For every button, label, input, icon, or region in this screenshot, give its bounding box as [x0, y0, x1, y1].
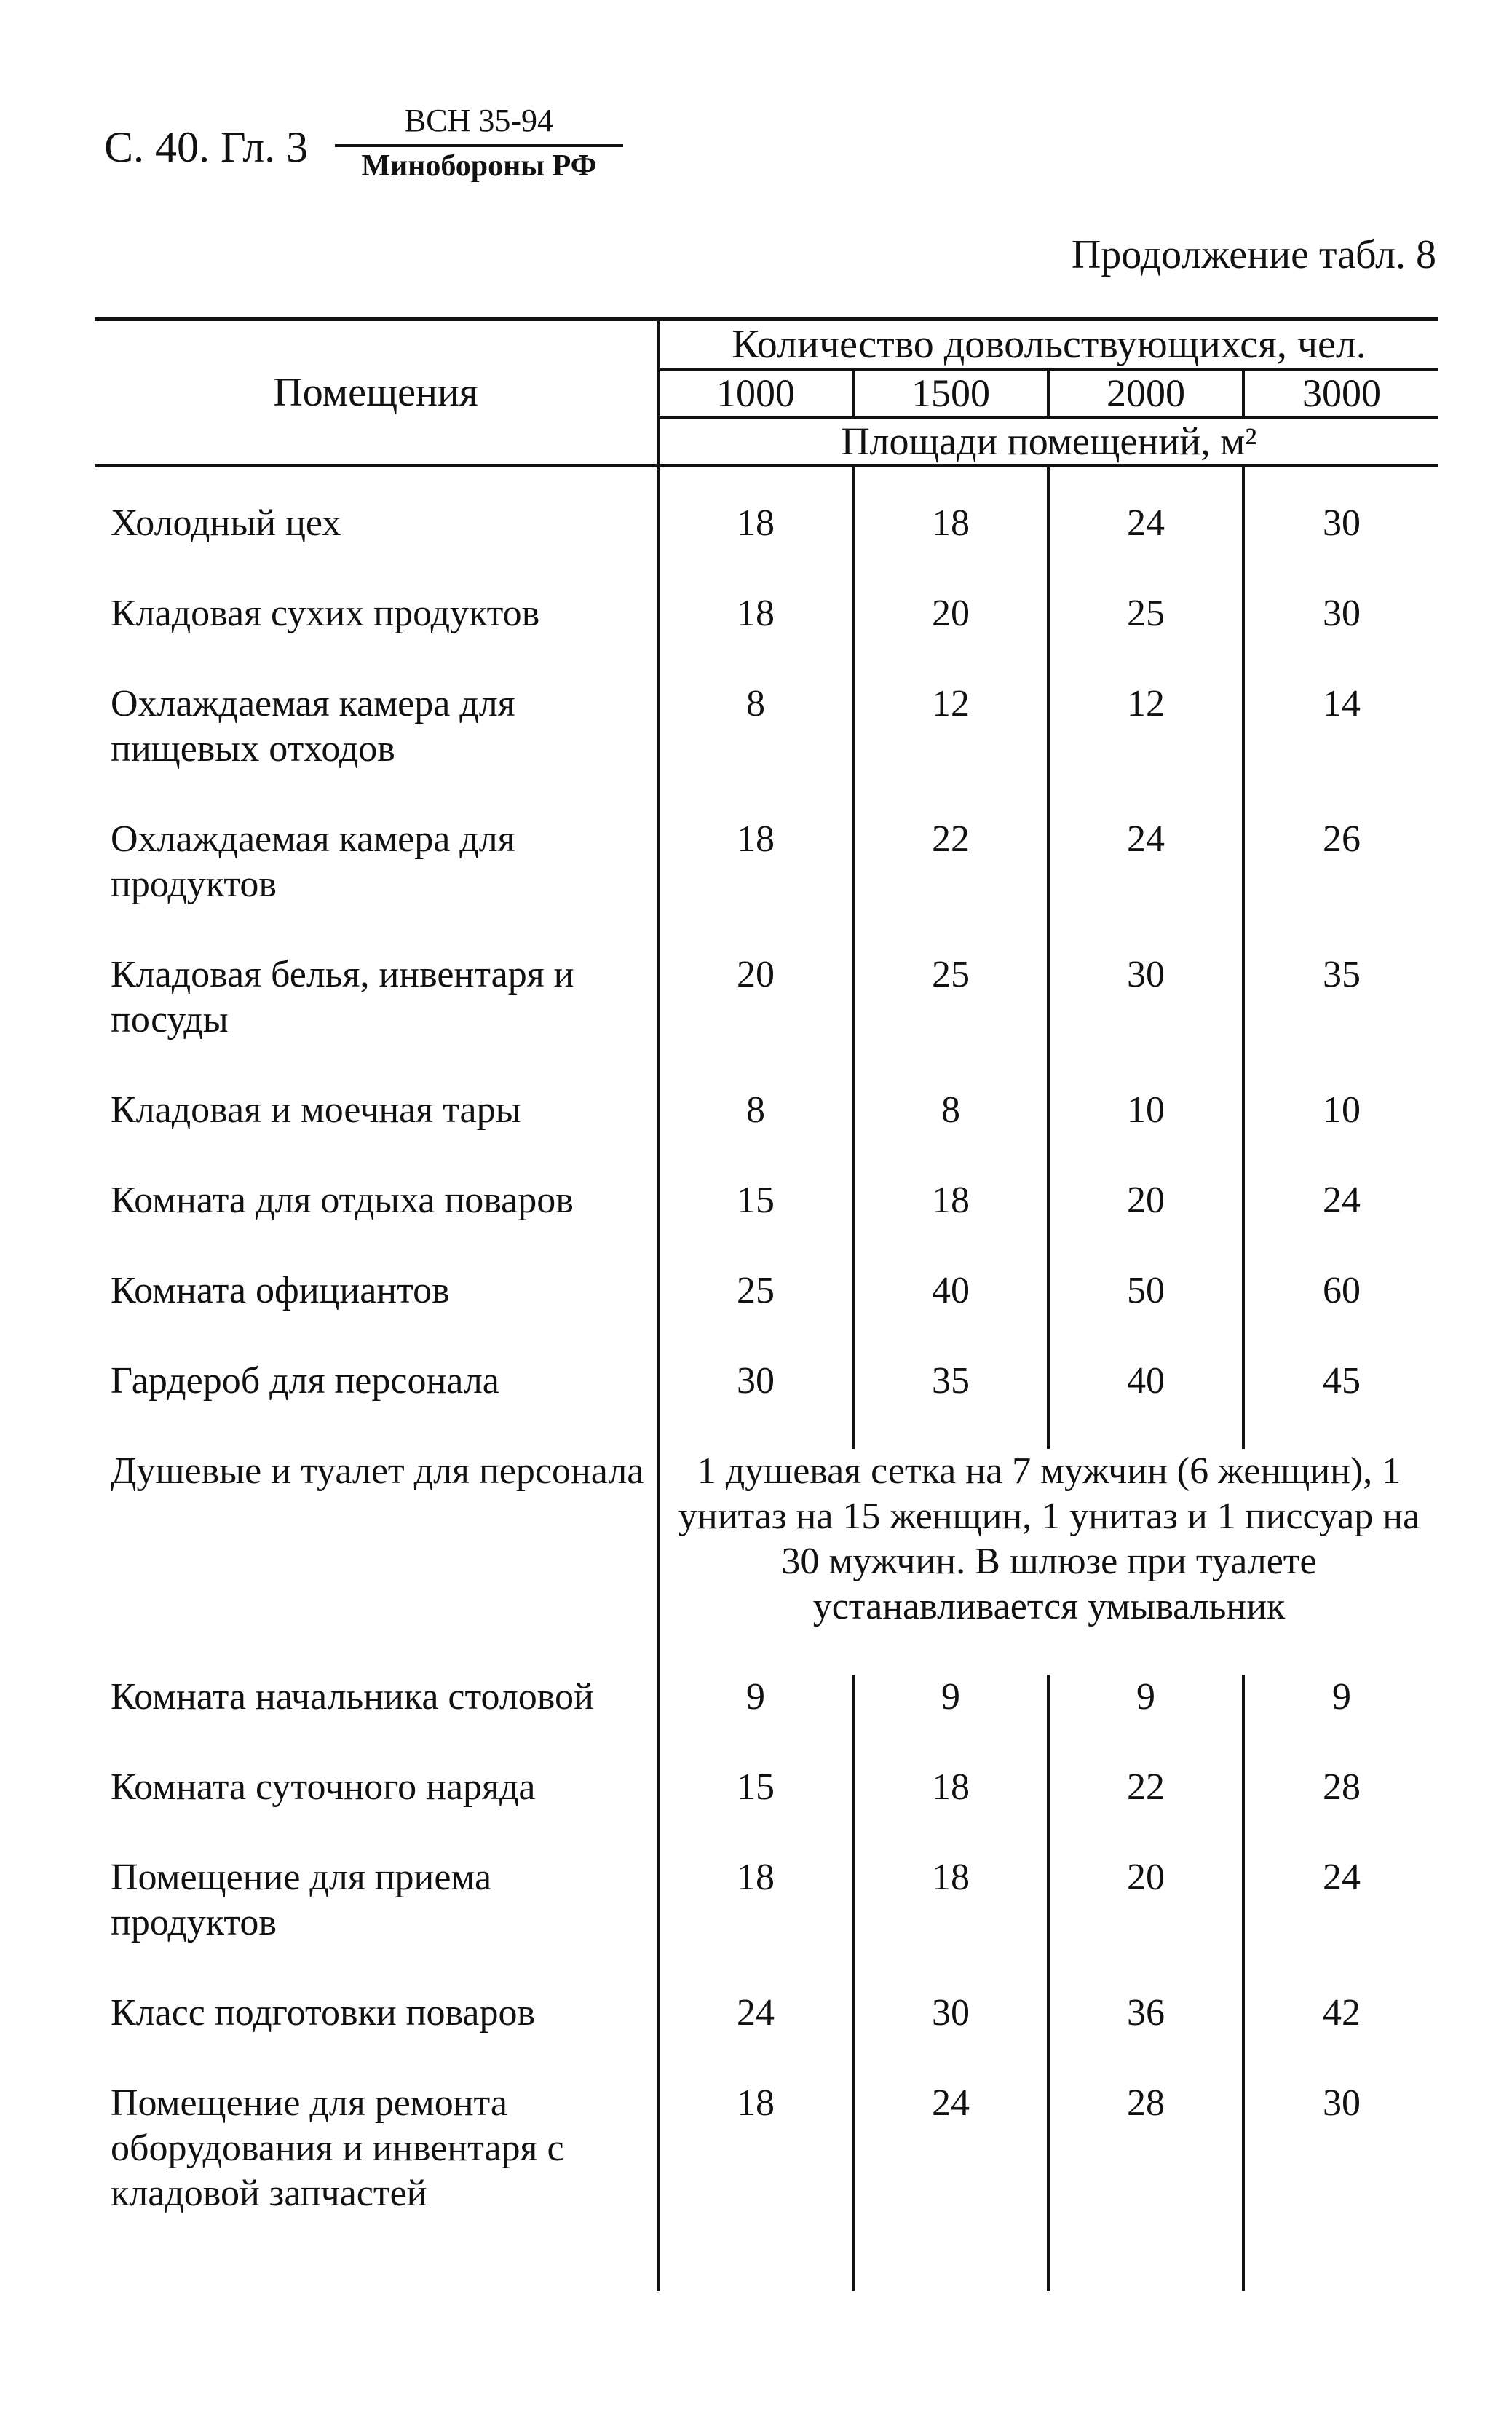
area-value-cell: 28 — [1243, 1765, 1438, 1855]
merged-note-cell: 1 душевая сетка на 7 мужчин (6 женщин), 1 унитаз на 15 женщин, 1 унитаз и 1 писсуар на 30 мужчин. В шлюзе при туалете устанавливается умывальник — [658, 1449, 1438, 1675]
table-caption: Продолжение табл. 8 — [1071, 232, 1436, 277]
table-row — [95, 817, 1438, 952]
table-body — [95, 466, 1438, 2291]
room-name-cell: Комната суточного наряда — [111, 1766, 536, 1808]
room-name-cell: Комната начальника столовой — [111, 1676, 594, 1718]
area-value-cell: 24 — [658, 1991, 853, 2081]
table-row — [95, 2081, 1438, 2261]
area-units-header: Площади помещений, м² — [658, 417, 1438, 466]
table-row — [95, 1675, 1438, 1765]
area-value-cell: 9 — [658, 1675, 853, 1765]
area-value-cell: 30 — [1243, 591, 1438, 681]
area-value-cell: 20 — [658, 952, 853, 1088]
area-value-cell: 10 — [1243, 1088, 1438, 1178]
area-value-cell: 25 — [853, 952, 1048, 1088]
room-name-cell: Охлаждаемая камера для продуктов — [111, 818, 515, 905]
table-row — [95, 952, 1438, 1088]
count-header: 2000 — [1048, 369, 1243, 417]
area-value-cell: 20 — [1048, 1855, 1243, 1991]
area-value-cell: 36 — [1048, 1991, 1243, 2081]
room-name-cell: Душевые и туалет для персонала — [111, 1450, 644, 1492]
room-name-cell: Помещение для ремонта оборудования и инвентаря с кладовой запчастей — [111, 2082, 564, 2214]
room-name-cell: Кладовая белья, инвентаря и посуды — [111, 954, 574, 1040]
count-header: 3000 — [1243, 369, 1438, 417]
area-value-cell: 24 — [853, 2081, 1048, 2261]
area-value-cell: 24 — [1243, 1178, 1438, 1268]
count-header: 1000 — [658, 369, 853, 417]
room-name-cell: Кладовая сухих продуктов — [111, 593, 540, 634]
area-value-cell: 18 — [853, 501, 1048, 591]
table-row — [95, 1359, 1438, 1449]
area-value-cell: 18 — [658, 2081, 853, 2261]
area-value-cell: 40 — [1048, 1359, 1243, 1449]
area-value-cell: 28 — [1048, 2081, 1243, 2261]
table-row — [95, 1178, 1438, 1268]
area-value-cell: 24 — [1048, 501, 1243, 591]
area-value-cell: 18 — [853, 1855, 1048, 1991]
room-name-cell: Кладовая и моечная тары — [111, 1089, 521, 1131]
area-value-cell: 18 — [853, 1765, 1048, 1855]
room-name-cell: Помещение для приема продуктов — [111, 1857, 492, 1943]
area-value-cell: 10 — [1048, 1088, 1243, 1178]
room-name-cell: Класс подготовки поваров — [111, 1992, 536, 2034]
document-designation — [335, 102, 623, 185]
area-value-cell: 30 — [1048, 952, 1243, 1088]
area-value-cell: 35 — [853, 1359, 1048, 1449]
area-value-cell: 30 — [853, 1991, 1048, 2081]
area-value-cell: 15 — [658, 1178, 853, 1268]
area-value-cell: 30 — [1243, 501, 1438, 591]
area-value-cell: 9 — [1243, 1675, 1438, 1765]
rooms-area-table — [95, 317, 1438, 2291]
area-value-cell: 40 — [853, 1268, 1048, 1359]
table-row — [95, 1088, 1438, 1178]
area-value-cell: 60 — [1243, 1268, 1438, 1359]
area-value-cell: 18 — [658, 591, 853, 681]
area-value-cell: 24 — [1048, 817, 1243, 952]
page-reference: С. 40. Гл. 3 — [104, 123, 309, 171]
area-value-cell: 20 — [853, 591, 1048, 681]
table-row — [95, 1855, 1438, 1991]
area-value-cell: 15 — [658, 1765, 853, 1855]
area-value-cell: 18 — [658, 501, 853, 591]
column-header-rooms: Помещения — [95, 320, 658, 466]
room-name-cell: Комната официантов — [111, 1270, 450, 1311]
table-row — [95, 1991, 1438, 2081]
area-value-cell: 18 — [658, 817, 853, 952]
table-row — [95, 681, 1438, 817]
table-row — [95, 501, 1438, 591]
table-tail — [95, 2261, 1438, 2291]
table-spacer — [95, 466, 1438, 502]
area-value-cell: 26 — [1243, 817, 1438, 952]
area-value-cell: 22 — [1048, 1765, 1243, 1855]
count-header: 1500 — [853, 369, 1048, 417]
area-value-cell: 30 — [658, 1359, 853, 1449]
area-value-cell: 25 — [658, 1268, 853, 1359]
table-row — [95, 1268, 1438, 1359]
area-value-cell: 8 — [658, 1088, 853, 1178]
area-value-cell: 18 — [853, 1178, 1048, 1268]
area-value-cell: 8 — [658, 681, 853, 817]
area-value-cell: 9 — [1048, 1675, 1243, 1765]
table-row — [95, 1765, 1438, 1855]
table-row — [95, 1449, 1438, 1675]
area-value-cell: 30 — [1243, 2081, 1438, 2261]
room-name-cell: Гардероб для персонала — [111, 1360, 499, 1402]
area-value-cell: 9 — [853, 1675, 1048, 1765]
document-organization: Минобороны РФ — [361, 149, 597, 183]
table-row — [95, 591, 1438, 681]
column-group-header-count: Количество довольствующихся, чел. — [658, 320, 1438, 370]
area-value-cell: 12 — [853, 681, 1048, 817]
area-value-cell: 42 — [1243, 1991, 1438, 2081]
area-value-cell: 35 — [1243, 952, 1438, 1088]
room-name-cell: Холодный цех — [111, 502, 341, 544]
area-value-cell: 24 — [1243, 1855, 1438, 1991]
area-value-cell: 20 — [1048, 1178, 1243, 1268]
area-value-cell: 8 — [853, 1088, 1048, 1178]
room-name-cell: Комната для отдыха поваров — [111, 1180, 574, 1221]
area-value-cell: 18 — [658, 1855, 853, 1991]
area-value-cell: 14 — [1243, 681, 1438, 817]
area-value-cell: 50 — [1048, 1268, 1243, 1359]
room-name-cell: Охлаждаемая камера для пищевых отходов — [111, 683, 515, 770]
rooms-area-table-wrapper — [95, 317, 1438, 2291]
area-value-cell: 25 — [1048, 591, 1243, 681]
area-value-cell: 22 — [853, 817, 1048, 952]
area-value-cell: 45 — [1243, 1359, 1438, 1449]
document-code: ВСН 35-94 — [335, 102, 623, 147]
area-value-cell: 12 — [1048, 681, 1243, 817]
